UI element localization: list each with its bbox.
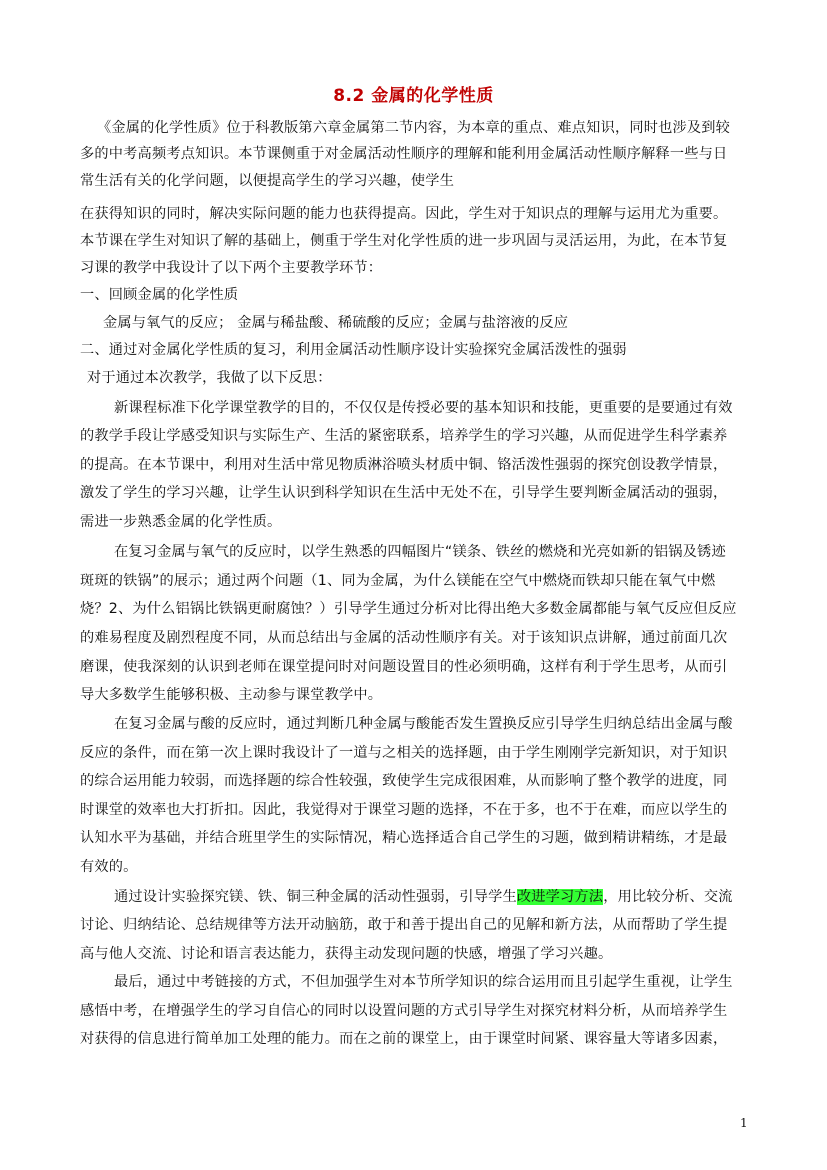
paragraph-line: 的难易程度及剧烈程度不同，从而总结出与金属的活动性顺序有关。对于该知识点讲解，通过前面几次	[80, 630, 728, 646]
section-heading: 一、回顾金属的化学性质	[80, 287, 239, 303]
paragraph-line: 斑斑的铁锅”的展示；通过两个问题（1、同为金属，为什么镁能在空气中燃烧而铁却只能在氧气中燃	[80, 573, 716, 589]
paragraph-line: 的综合运用能力较弱，而选择题的综合性较强，致使学生完成很困难，从而影响了整个教学的进度，同	[80, 773, 728, 789]
paragraph-line: 烧？2、为什么铝锅比铁锅更耐腐蚀？）引导学生通过分析对比得出绝大多数金属都能与氧气反应但反应	[80, 601, 737, 617]
paragraph-line: 时课堂的效率也大打折扣。因此，我觉得对于课堂习题的选择，不在于多，也不于在难，而应以学生的	[80, 802, 728, 818]
section-heading: 二、通过对金属化学性质的复习，利用金属活动性顺序设计实验探究金属活泼性的强弱	[80, 342, 627, 358]
paragraph-line: 最后，通过中考链接的方式，不但加强学生对本节所学知识的综合运用而且引起学生重视，让学生	[114, 974, 733, 990]
paragraph-line: 金属与氧气的反应； 金属与稀盐酸、稀硫酸的反应；金属与盐溶液的反应	[103, 315, 569, 331]
paragraph-line: 有效的。	[80, 859, 138, 875]
paragraph-line: 感悟中考，在增强学生的学习自信心的同时以设置问题的方式引导学生对探究材料分析，从而培养学生	[80, 1003, 728, 1019]
paragraph-line: 《金属的化学性质》位于科教版第六章金属第二节内容，为本章的重点、难点知识，同时也涉及到较	[97, 120, 731, 136]
paragraph-line: 讨论、归纳结论、总结规律等方法开动脑筋，敢于和善于提出自己的见解和新方法，从而帮助了学生提	[80, 917, 728, 933]
paragraph-line: 对于通过本次教学，我做了以下反思：	[87, 370, 332, 386]
paragraph-line: 常生活有关的化学问题，以便提高学生的学习兴趣，使学生	[80, 173, 455, 189]
paragraph-text: ，用比较分析、交流	[603, 889, 733, 905]
paragraph-line: 在复习金属与酸的反应时，通过判断几种金属与酸能否发生置换反应引导学生归纳总结出金属与酸	[114, 716, 733, 732]
paragraph-line: 的提高。在本节课中，利用对生活中常见物质淋浴喷头材质中铜、铬活泼性强弱的探究创设教学情景，	[80, 457, 728, 473]
document-title: 8.2 金属的化学性质	[333, 86, 494, 106]
paragraph-line: 对获得的信息进行简单加工处理的能力。而在之前的课堂上，由于课堂时间紧、课容量大等诸多因素，	[80, 1031, 728, 1047]
paragraph-line: 认知水平为基础，并结合班里学生的实际情况，精心选择适合自己学生的习题，做到精讲精练，才是最	[80, 830, 728, 846]
paragraph-line: 激发了学生的学习兴趣，让学生认识到科学知识在生活中无处不在，引导学生要判断金属活动的强弱，	[80, 485, 728, 501]
paragraph-line: 反应的条件，而在第一次上课时我设计了一道与之相关的选择题，由于学生刚刚学完新知识，对于知识	[80, 745, 728, 761]
paragraph-line: 新课程标准下化学课堂教学的目的，不仅仅是传授必要的基本知识和技能，更重要的是要通过有效	[114, 400, 733, 416]
paragraph-line-with-highlight	[114, 887, 750, 907]
paragraph-line: 磨课，使我深刻的认识到老师在课堂提问时对问题设置目的性必须明确，这样有利于学生思考，从而引	[80, 659, 728, 675]
paragraph-line: 本节课在学生对知识了解的基础上，侧重于学生对化学性质的进一步巩固与灵活运用，为此，在本节复	[80, 233, 728, 249]
page-number: 1	[740, 1116, 748, 1130]
paragraph-line: 习课的教学中我设计了以下两个主要教学环节：	[80, 260, 383, 276]
highlighted-text: 改进学习方法	[516, 889, 604, 905]
paragraph-line: 在复习金属与氧气的反应时，以学生熟悉的四幅图片“镁条、铁丝的燃烧和光亮如新的铝锅及锈迹	[114, 544, 726, 560]
paragraph-line: 需进一步熟悉金属的化学性质。	[80, 514, 282, 530]
paragraph-line: 的教学手段让学感受知识与实际生产、生活的紧密联系，培养学生的学习兴趣，从而促进学生科学素养	[80, 428, 728, 444]
paragraph-line: 导大多数学生能够积极、主动参与课堂教学中。	[80, 687, 383, 703]
paragraph-line: 在获得知识的同时，解决实际问题的能力也获得提高。因此，学生对于知识点的理解与运用尤为重要。	[80, 206, 728, 222]
paragraph-line: 高与他人交流、讨论和语言表达能力，获得主动发现问题的快感，增强了学习兴趣。	[80, 946, 613, 962]
paragraph-line: 多的中考高频考点知识。本节课侧重于对金属活动性顺序的理解和能利用金属活动性顺序解释一些与日	[80, 146, 728, 162]
paragraph-text: 通过设计实验探究镁、铁、铜三种金属的活动性强弱，引导学生	[114, 889, 517, 905]
